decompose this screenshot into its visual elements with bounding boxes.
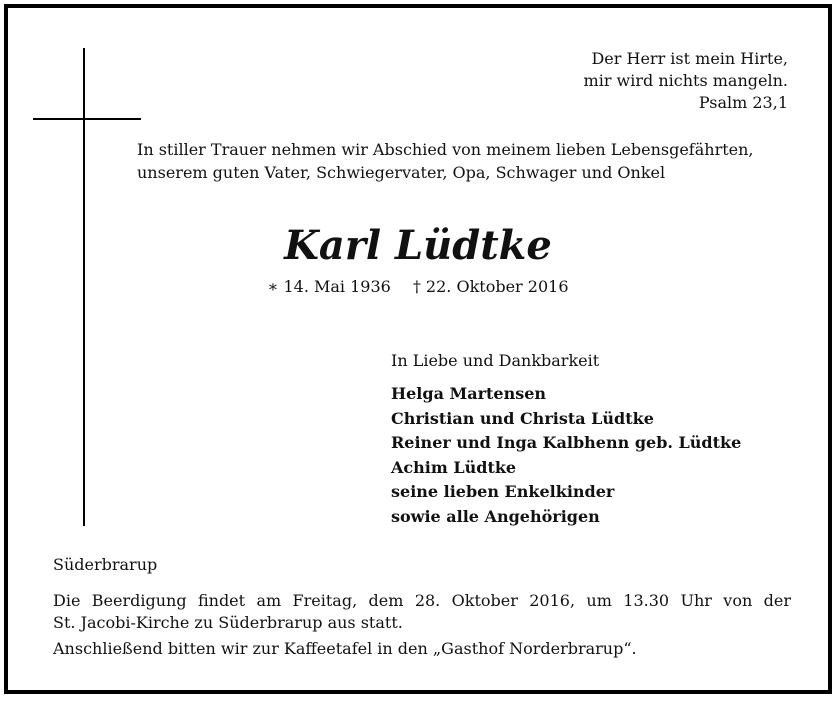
funeral-line-1: Die Beerdigung findet am Freitag, dem 28. Oktober 2016, um 13.30 Uhr von der [53,591,791,610]
coffee-info: Anschließend bitten wir zur Kaffeetafel in den „Gasthof Norderbrarup“. [53,639,637,658]
funeral-line-2: St. Jacobi-Kirche zu Süderbrarup aus statt. [53,613,403,632]
obituary-notice [4,4,832,694]
deceased-name: Karl Lüdtke [284,222,552,269]
death-date: † 22. Oktober 2016 [412,277,569,296]
intro-line-1: In stiller Trauer nehmen wir Abschied von meinem lieben Lebensgefährten, [137,140,754,159]
mourner-item: seine lieben Enkelkinder [391,482,615,502]
intro-line-2: unserem guten Vater, Schwiegervater, Opa, Schwager und Onkel [137,163,666,182]
mourners-list [391,382,741,530]
mourner-item: Achim Lüdtke [391,457,517,477]
mourner-item: Reiner und Inga Kalbhenn geb. Lüdtke [391,433,742,453]
psalm-reference: Psalm 23,1 [698,93,788,112]
birth-date: ∗ 14. Mai 1936 [267,277,391,296]
psalm-quote [584,48,788,114]
funeral-info [53,590,791,634]
mourner-item: Christian und Christa Lüdtke [391,408,654,428]
psalm-line-1: Der Herr ist mein Hirte, [591,49,788,68]
mourner-item: Helga Martensen [391,384,547,403]
thanks-line: In Liebe und Dankbarkeit [391,351,600,370]
place-name: Süderbrarup [53,555,158,574]
mourner-item: sowie alle Angehörigen [391,506,600,526]
cross-icon-horizontal-bar [33,118,141,120]
intro-text [137,138,792,184]
psalm-line-2: mir wird nichts mangeln. [583,71,788,90]
life-dates [8,276,828,298]
